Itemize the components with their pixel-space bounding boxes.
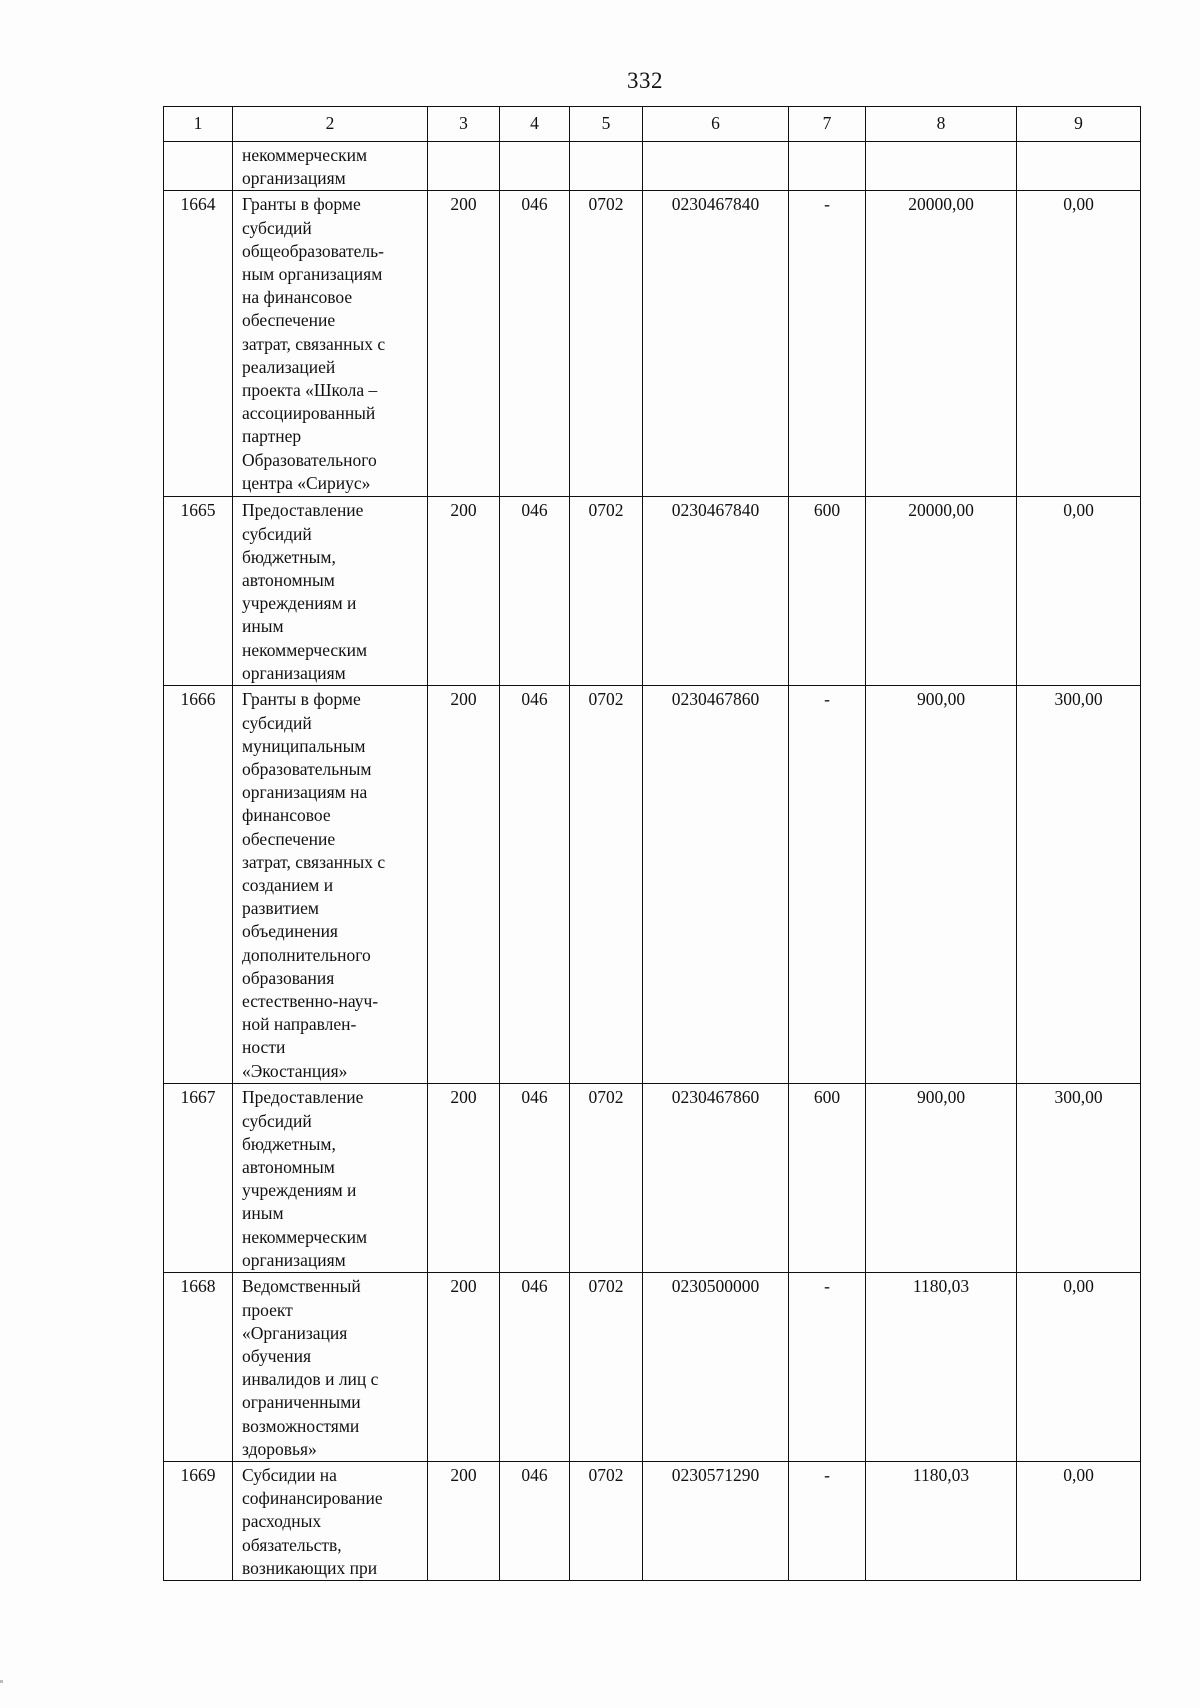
column-header: 2 [233, 107, 428, 142]
cell-col9: 0,00 [1017, 1462, 1141, 1581]
column-header: 4 [500, 107, 570, 142]
cell-col5: 0702 [570, 1084, 643, 1273]
row-number [164, 142, 233, 191]
budget-table [163, 106, 1141, 1581]
cell-col7: - [789, 686, 866, 1084]
cell-col9: 0,00 [1017, 1273, 1141, 1462]
cell-col7: - [789, 1273, 866, 1462]
column-header: 7 [789, 107, 866, 142]
table-row [164, 1273, 1141, 1462]
cell-col5: 0702 [570, 497, 643, 686]
cell-col6: 0230467860 [643, 1084, 789, 1273]
row-number: 1666 [164, 686, 233, 1084]
column-header: 3 [428, 107, 500, 142]
cell-col7: - [789, 191, 866, 497]
cell-col8: 20000,00 [866, 497, 1017, 686]
cell-col8: 900,00 [866, 686, 1017, 1084]
column-header: 9 [1017, 107, 1141, 142]
column-header: 1 [164, 107, 233, 142]
cell-col4: 046 [500, 191, 570, 497]
table-row [164, 142, 1141, 191]
column-header: 8 [866, 107, 1017, 142]
row-name: Предоставление субсидий бюджетным, автономным учреждениям и иным некоммерческим организациям [233, 1084, 428, 1273]
cell-col5: 0702 [570, 686, 643, 1084]
cell-col9: 0,00 [1017, 497, 1141, 686]
cell-col7: - [789, 1462, 866, 1581]
cell-col7 [789, 142, 866, 191]
row-number: 1669 [164, 1462, 233, 1581]
row-number: 1667 [164, 1084, 233, 1273]
cell-col5: 0702 [570, 1462, 643, 1581]
row-number: 1665 [164, 497, 233, 686]
row-name: Гранты в форме субсидий муниципальным образовательным организациям на финансовое обеспечение затрат, связанных с созданием и развитием объединения дополнительного образования естественно-науч- ной направлен- ности «Экостанция» [233, 686, 428, 1084]
cell-col4: 046 [500, 1462, 570, 1581]
table-row [164, 1462, 1141, 1581]
cell-col4: 046 [500, 1273, 570, 1462]
table-row [164, 497, 1141, 686]
cell-col3: 200 [428, 1084, 500, 1273]
cell-col4: 046 [500, 1084, 570, 1273]
row-name: Ведомственный проект «Организация обучения инвалидов и лиц с ограниченными возможностями здоровья» [233, 1273, 428, 1462]
row-number: 1664 [164, 191, 233, 497]
cell-col3: 200 [428, 191, 500, 497]
cell-col8 [866, 142, 1017, 191]
column-header: 6 [643, 107, 789, 142]
row-name: Гранты в форме субсидий общеобразователь- ным организациям на финансовое обеспечение затрат, связанных с реализацией проекта «Школа – ассоциированный партнер Образовательного центра «Сириус» [233, 191, 428, 497]
column-header: 5 [570, 107, 643, 142]
cell-col4 [500, 142, 570, 191]
cell-col8: 20000,00 [866, 191, 1017, 497]
cell-col6: 0230467840 [643, 191, 789, 497]
row-name: Субсидии на софинансирование расходных обязательств, возникающих при [233, 1462, 428, 1581]
cell-col3: 200 [428, 497, 500, 686]
cell-col9: 0,00 [1017, 191, 1141, 497]
cell-col9: 300,00 [1017, 1084, 1141, 1273]
cell-col9: 300,00 [1017, 686, 1141, 1084]
cell-col3 [428, 142, 500, 191]
page-number: 332 [627, 68, 663, 93]
cell-col6 [643, 142, 789, 191]
cell-col3: 200 [428, 1462, 500, 1581]
table-row [164, 686, 1141, 1084]
table-row [164, 1084, 1141, 1273]
cell-col6: 0230467840 [643, 497, 789, 686]
cell-col4: 046 [500, 497, 570, 686]
cell-col8: 1180,03 [866, 1462, 1017, 1581]
cell-col8: 900,00 [866, 1084, 1017, 1273]
row-name: Предоставление субсидий бюджетным, автономным учреждениям и иным некоммерческим организациям [233, 497, 428, 686]
table-header-row [164, 107, 1141, 142]
cell-col5: 0702 [570, 1273, 643, 1462]
cell-col7: 600 [789, 1084, 866, 1273]
row-number: 1668 [164, 1273, 233, 1462]
cell-col6: 0230500000 [643, 1273, 789, 1462]
cell-col9 [1017, 142, 1141, 191]
cell-col3: 200 [428, 1273, 500, 1462]
row-name: некоммерческим организациям [233, 142, 428, 191]
cell-col6: 0230467860 [643, 686, 789, 1084]
cell-col7: 600 [789, 497, 866, 686]
cell-col8: 1180,03 [866, 1273, 1017, 1462]
cell-col5 [570, 142, 643, 191]
cell-col4: 046 [500, 686, 570, 1084]
cell-col5: 0702 [570, 191, 643, 497]
scan-speck [0, 1680, 3, 1683]
cell-col3: 200 [428, 686, 500, 1084]
cell-col6: 0230571290 [643, 1462, 789, 1581]
table-row [164, 191, 1141, 497]
